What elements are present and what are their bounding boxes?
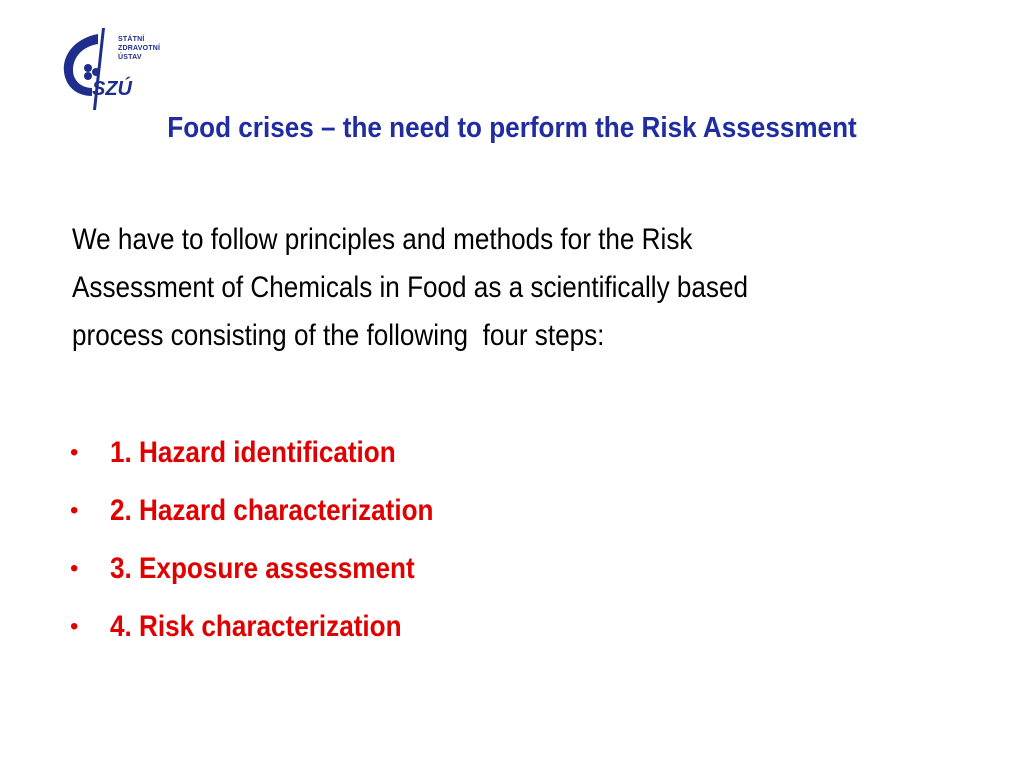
list-item [70, 424, 482, 482]
logo-text [118, 35, 160, 62]
bullet-icon: • [70, 497, 79, 524]
intro-line: process consisting of the following four steps: [72, 319, 605, 352]
risk-assessment-steps-list [70, 424, 482, 656]
szu-logo [58, 28, 168, 118]
logo-line: ÚSTAV [118, 54, 142, 61]
step-label: 2. Hazard characterization [110, 494, 434, 527]
bullet-icon: • [70, 439, 79, 466]
bullet-icon: • [70, 555, 79, 582]
intro-line: Assessment of Chemicals in Food as a scientifically based [72, 271, 749, 304]
step-label: 1. Hazard identification [110, 436, 396, 469]
slide-title: Food crises – the need to perform the Risk Assessment [167, 112, 857, 144]
list-item [70, 540, 482, 598]
logo-line: STÁTNÍ [118, 36, 145, 43]
logo-line: ZDRAVOTNÍ [118, 45, 161, 52]
step-label: 4. Risk characterization [110, 610, 402, 643]
intro-line: We have to follow principles and methods for the Risk [72, 223, 693, 256]
intro-paragraph [72, 216, 890, 360]
bullet-icon: • [70, 613, 79, 640]
logo-abbreviation: SZÚ [92, 78, 132, 100]
list-item [70, 598, 482, 656]
list-item [70, 482, 482, 540]
step-label: 3. Exposure assessment [110, 552, 415, 585]
